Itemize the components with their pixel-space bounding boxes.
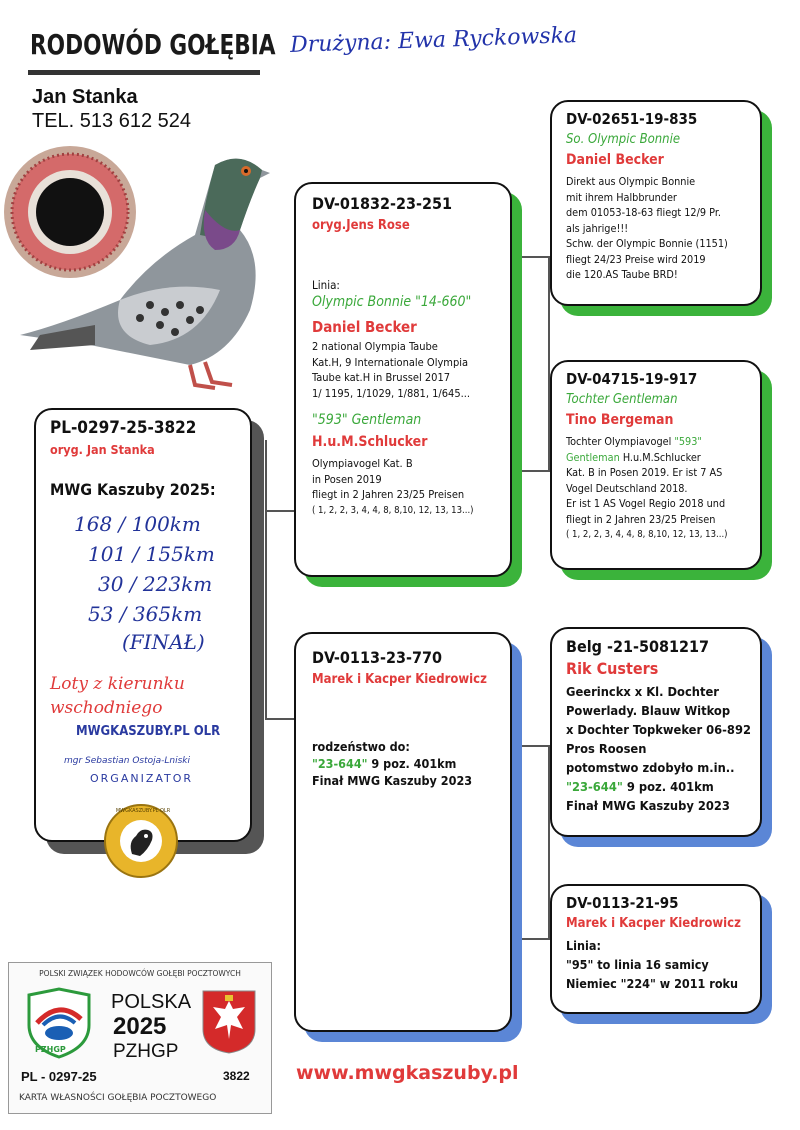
bird-icon xyxy=(126,824,158,860)
mf-breeder: Rik Custers xyxy=(566,659,659,678)
mf-desc-result xyxy=(566,778,751,797)
father-desc2-line: Olympiavogel Kat. B xyxy=(312,457,413,470)
father-desc2 xyxy=(312,456,474,518)
connector-main-mother xyxy=(265,718,295,720)
seal-text: MWGKASZUBY.PL OLR xyxy=(115,808,171,814)
stamp-person: mgr Sebastian Ostoja-Lniski xyxy=(64,756,191,766)
page-title: RODOWÓD GOŁĘBIA xyxy=(30,28,276,61)
eagle-emblem-icon xyxy=(201,989,257,1055)
ff-desc-line: Direkt aus Olympic Bonnie xyxy=(566,175,696,188)
mf-desc-last: Finał MWG Kaszuby 2023 xyxy=(566,799,730,814)
father-origin: oryg.Jens Rose xyxy=(312,218,410,233)
ff-name: So. Olympic Bonnie xyxy=(566,132,681,147)
badge-ring-left: PL - 0297-25 xyxy=(21,1069,97,1084)
connector-father-fm xyxy=(515,470,550,472)
result-line-1: 168 / 100km xyxy=(74,512,201,536)
badge-bottom-text: KARTA WŁASNOŚCI GOŁĘBIA POCZTOWEGO xyxy=(19,1093,217,1103)
mother-father-card xyxy=(550,627,762,837)
father-desc1-line: Kat.H, 9 Internationale Olympia xyxy=(312,355,469,369)
mf-desc-line: x Dochter Topkweker 06-892 xyxy=(566,723,751,738)
mother-desc-rest: 9 poz. 401km xyxy=(367,756,457,771)
badge-country: POLSKA xyxy=(111,991,192,1013)
stamp-site: MWGKASZUBY.PL OLR xyxy=(76,724,221,739)
mf-green: "23-644" xyxy=(566,780,623,795)
mm-desc-line: Linia: xyxy=(566,938,601,953)
organizer-seal xyxy=(104,804,178,878)
fm-desc-line: ( 1, 2, 2, 3, 4, 4, 8, 8,10, 12, 13, 13...) xyxy=(566,529,728,540)
mm-breeder: Marek i Kacper Kiedrowicz xyxy=(566,916,741,931)
owner-name: Jan Stanka xyxy=(32,86,138,108)
father-line1: Olympic Bonnie "14-660" xyxy=(312,294,472,310)
fm-desc-green2: Gentleman xyxy=(566,450,620,464)
connector-main-father xyxy=(265,510,295,512)
badge-logo-text: PZHGP xyxy=(35,1045,66,1054)
mf-ring-number: Belg -21-5081217 xyxy=(566,637,710,656)
father-desc2-line: ( 1, 2, 2, 3, 4, 4, 8, 8,10, 12, 13, 13...) xyxy=(312,504,474,516)
mf-desc xyxy=(566,683,751,816)
fm-desc xyxy=(566,434,728,543)
mother-breeder: Marek i Kacper Kiedrowicz xyxy=(312,672,487,687)
father-father-card xyxy=(550,100,762,306)
owner-phone: TEL. 513 612 524 xyxy=(32,110,192,132)
mm-desc-line: "95" to linia 16 samicy xyxy=(566,957,709,972)
ownership-card xyxy=(8,962,272,1114)
ff-desc-line: Schw. der Olympic Bonnie (1151) xyxy=(566,237,728,250)
ff-desc xyxy=(566,174,728,283)
result-line-5: (FINAŁ) xyxy=(122,630,205,654)
mother-desc-line2: Finał MWG Kaszuby 2023 xyxy=(312,773,473,788)
main-origin: oryg. Jan Stanka xyxy=(50,442,155,457)
badge-top-text: POLSKI ZWIĄZEK HODOWCÓW GOŁĘBI POCZTOWYCH xyxy=(39,969,241,978)
fm-desc-line: Er ist 1 AS Vogel Regio 2018 und xyxy=(566,497,726,510)
result-line-2: 101 / 155km xyxy=(88,542,215,566)
mother-desc-green: "23-644" xyxy=(312,756,368,771)
ff-ring-number: DV-02651-19-835 xyxy=(566,110,698,128)
father-mother-card xyxy=(550,360,762,570)
badge-org: PZHGP xyxy=(113,1041,179,1062)
stamp-role: ORGANIZATOR xyxy=(90,772,194,785)
father-desc2-line: fliegt in 2 Jahren 23/25 Preisen xyxy=(312,488,465,501)
ff-desc-line: als jahrige!!! xyxy=(566,221,629,235)
main-ring-number: PL-0297-25-3822 xyxy=(50,418,197,438)
connector-mother-mf xyxy=(515,745,550,747)
result-line-3: 30 / 223km xyxy=(98,572,213,596)
fm-desc-line: Kat. B in Posen 2019. Er ist 7 AS xyxy=(566,466,723,479)
fm-breeder: Tino Bergeman xyxy=(566,412,674,428)
fm-desc-line: Vogel Deutschland 2018. xyxy=(566,481,688,495)
father-line2: "593" Gentleman xyxy=(312,412,422,428)
fm-name: Tochter Gentleman xyxy=(566,392,678,407)
ff-breeder: Daniel Becker xyxy=(566,152,664,168)
father-ring-number: DV-01832-23-251 xyxy=(312,194,453,213)
mm-desc-line: Niemiec "224" w 2011 roku xyxy=(566,976,739,991)
mother-desc-result xyxy=(312,755,472,772)
fm-desc-mid: H.u.M.Schlucker xyxy=(619,450,701,464)
mm-desc xyxy=(566,936,738,993)
father-desc1 xyxy=(312,339,470,401)
connector-main-vertical xyxy=(265,440,267,720)
mother-card xyxy=(294,632,512,1032)
mf-desc-line: Geerinckx x Kl. Dochter xyxy=(566,685,719,700)
ff-desc-line: dem 01053-18-63 fliegt 12/9 Pr. xyxy=(566,206,721,219)
father-desc1-line: 1/ 1195, 1/1029, 1/881, 1/645... xyxy=(312,386,471,400)
pigeon-illustration xyxy=(0,140,290,400)
mf-desc-line: potomstwo zdobyło m.in.. xyxy=(566,761,735,776)
fm-desc-line-1 xyxy=(566,434,728,450)
handwritten-team: Drużyna: Ewa Ryckowska xyxy=(289,22,578,59)
father-desc2-line: in Posen 2019 xyxy=(312,472,382,486)
footer-url[interactable]: www.mwgkaszuby.pl xyxy=(296,1062,519,1084)
mother-mother-card xyxy=(550,884,762,1014)
father-desc1-line: Taube kat.H in Brussel 2017 xyxy=(312,371,451,384)
result-line-4: 53 / 365km xyxy=(88,602,203,626)
main-bird-card xyxy=(34,408,252,842)
fm-desc-line-2 xyxy=(566,450,728,466)
main-race-title: MWG Kaszuby 2025: xyxy=(50,480,216,499)
main-direction-note: Loty z kierunku wschodniego xyxy=(50,674,185,718)
ff-desc-line: die 120.AS Taube BRD! xyxy=(566,268,678,281)
title-underline xyxy=(28,70,260,75)
fm-desc-green1: "593" xyxy=(674,435,702,448)
connector-mother-mm xyxy=(515,938,550,940)
mother-ring-number: DV-0113-23-770 xyxy=(312,648,442,667)
mm-ring-number: DV-0113-21-95 xyxy=(566,894,679,912)
mf-desc-line: Pros Roosen xyxy=(566,742,647,757)
mf-desc-line: Powerlady. Blauw Witkop xyxy=(566,704,731,719)
ff-desc-line: mit ihrem Halbbrunder xyxy=(566,190,677,204)
father-breeder2: H.u.M.Schlucker xyxy=(312,434,428,450)
fm-desc-line: fliegt in 2 Jahren 23/25 Preisen xyxy=(566,512,716,526)
father-card xyxy=(294,182,512,577)
father-linia-label: Linia: xyxy=(312,278,340,292)
fm-ring-number: DV-04715-19-917 xyxy=(566,370,698,388)
father-desc1-line: 2 national Olympia Taube xyxy=(312,340,438,353)
badge-ring-right: 3822 xyxy=(223,1069,250,1083)
father-breeder1: Daniel Becker xyxy=(312,318,417,336)
ff-desc-line: fliegt 24/23 Preise wird 2019 xyxy=(566,252,706,266)
mf-rest: 9 poz. 401km xyxy=(622,780,714,795)
mother-desc-label: rodzeństwo do: xyxy=(312,739,410,754)
connector-father-ff xyxy=(515,256,550,258)
badge-year: 2025 xyxy=(113,1013,167,1040)
mother-desc xyxy=(312,738,472,789)
fm-desc-pre: Tochter Olympiavogel xyxy=(566,435,675,448)
